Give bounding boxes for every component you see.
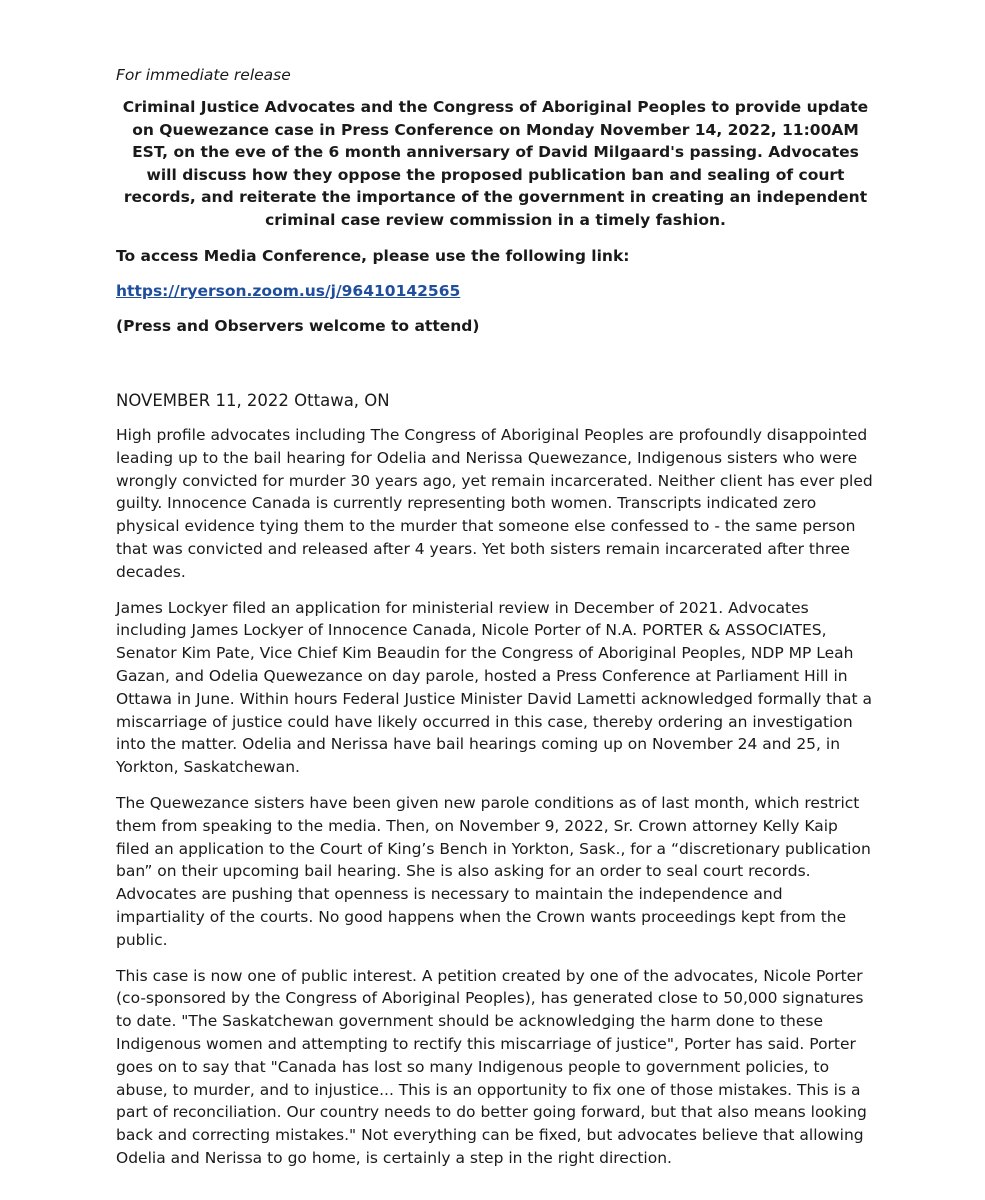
press-observers-note: (Press and Observers welcome to attend): [116, 317, 480, 335]
zoom-meeting-link[interactable]: https://ryerson.zoom.us/j/96410142565: [116, 282, 461, 300]
headline: Criminal Justice Advocates and the Congress of Aboriginal Peoples to provide update on Quewezance case in Press Conference on Monday November 14, 2022, 11:00AM EST, on the eve of the 6 month anniversary of David Milgaard's passing. Advocates will discuss how they oppose the proposed publication ban and sealing of court records, and reiterate the importance of the government in creating an independent criminal case review commission in a timely fashion.: [122, 98, 869, 229]
body-paragraph-1: High profile advocates including The Congress of Aboriginal Peoples are profoundly disappointed leading up to the bail hearing for Odelia and Nerissa Quewezance, Indigenous sisters who were wrongly convicted for murder 30 years ago, yet remain incarcerated. Neither client has ever pled guilty. Innocence Canada is currently representing both women. Transcripts indicated zero physical evidence tying them to the murder that someone else confessed to - the same person that was convicted and released after 4 years. Yet both sisters remain incarcerated after three decades.: [116, 426, 873, 581]
access-instructions: To access Media Conference, please use the following link:: [116, 247, 630, 265]
body-paragraph-2: James Lockyer filed an application for ministerial review in December of 2021. Advocates including James Lockyer of Innocence Canada, Nicole Porter of N.A. PORTER & ASSOCIATES, Senator Kim Pate, Vice Chief Kim Beaudin for the Congress of Aboriginal Peoples, NDP MP Leah Gazan, and Odelia Quewezance on day parole, hosted a Press Conference at Parliament Hill in Ottawa in June. Within hours Federal Justice Minister David Lametti acknowledged formally that a miscarriage of justice could have likely occurred in this case, thereby ordering an investigation into the matter. Odelia and Nerissa have bail hearings coming up on November 24 and 25, in Yorkton, Saskatchewan.: [116, 598, 872, 777]
dateline: NOVEMBER 11, 2022 Ottawa, ON: [116, 391, 390, 410]
release-label: For immediate release: [116, 66, 291, 84]
body-paragraph-4: This case is now one of public interest. A petition created by one of the advocates, Nicole Porter (co-sponsored by the Congress of Aboriginal Peoples), has generated close to 50,000 signatures to date. "The Saskatchewan government should be acknowledging the harm done to these Indigenous women and attempting to rectify this miscarriage of justice", Porter has said. Porter goes on to say that "Canada has lost so many Indigenous people to government policies, to abuse, to murder, and to injustice... This is an opportunity to fix one of those mistakes. This is a part of reconciliation. Our country needs to do better going forward, but that also means looking back and correcting mistakes." Not everything can be fixed, but advocates believe that allowing Odelia and Nerissa to go home, is certainly a step in the right direction.: [116, 966, 867, 1167]
body-paragraph-3: The Quewezance sisters have been given new parole conditions as of last month, which restrict them from speaking to the media. Then, on November 9, 2022, Sr. Crown attorney Kelly Kaip filed an application to the Court of King’s Bench in Yorkton, Sask., for a “discretionary publication ban” on their upcoming bail hearing. She is also asking for an order to seal court records. Advocates are pushing that openness is necessary to maintain the independence and impartiality of the courts. No good happens when the Crown wants proceedings kept from the public.: [116, 793, 871, 949]
